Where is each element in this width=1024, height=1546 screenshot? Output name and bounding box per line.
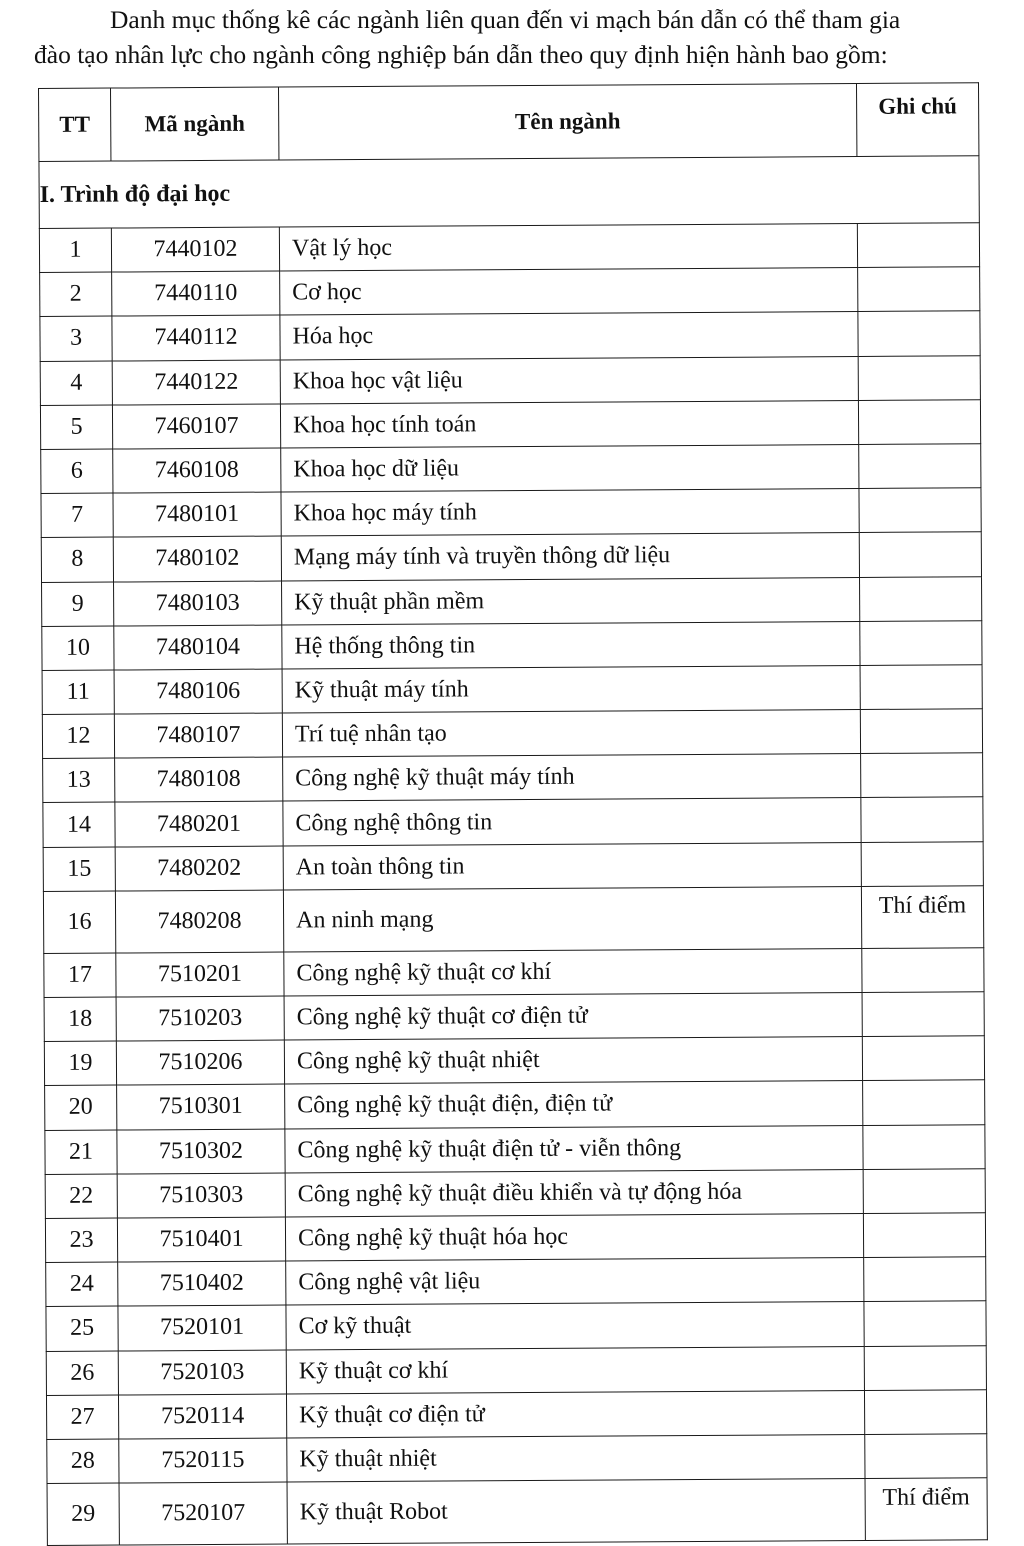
row-number: 10 — [42, 626, 114, 671]
note-cell — [862, 948, 984, 993]
row-number: 15 — [43, 847, 115, 892]
table-row — [46, 1301, 986, 1351]
intro-line-1: Danh mục thống kê các ngành liên quan đến vi mạch bán dẫn có thể tham gia — [110, 5, 901, 34]
major-code: 7520114 — [118, 1394, 286, 1439]
major-code: 7480104 — [114, 625, 282, 670]
major-code: 7510303 — [117, 1173, 285, 1218]
table-row — [46, 1345, 986, 1395]
table-row — [46, 1257, 986, 1307]
note-cell — [862, 1036, 984, 1081]
section-title: I. Trình độ đại học — [39, 156, 979, 229]
major-name: Kỹ thuật phần mềm — [282, 577, 860, 625]
major-code: 7520103 — [118, 1350, 286, 1395]
major-name: Vật lý học — [279, 223, 857, 271]
table-row — [44, 948, 984, 998]
table-row — [45, 1080, 985, 1130]
major-code: 7510301 — [117, 1084, 285, 1129]
table-row — [44, 1036, 984, 1086]
row-number: 4 — [40, 361, 112, 406]
note-cell: Thí điểm — [865, 1478, 987, 1541]
table-row — [45, 1168, 985, 1218]
row-number: 23 — [45, 1218, 117, 1263]
row-number: 6 — [41, 449, 113, 494]
header-tt: TT — [39, 88, 111, 161]
table-row — [44, 992, 984, 1042]
row-number: 1 — [39, 228, 111, 273]
major-name: Cơ kỹ thuật — [286, 1302, 864, 1350]
table-row — [45, 1213, 985, 1263]
note-cell — [859, 444, 981, 489]
table-row — [40, 399, 980, 449]
note-cell — [859, 532, 981, 577]
major-name: Khoa học dữ liệu — [281, 444, 859, 492]
major-code: 7480106 — [114, 669, 282, 714]
header-name: Tên ngành — [278, 84, 856, 161]
major-name: Cơ học — [280, 268, 858, 316]
row-number: 8 — [41, 537, 113, 582]
major-code: 7460107 — [112, 404, 280, 449]
note-cell: Thí điểm — [861, 886, 983, 949]
major-code: 7510302 — [117, 1129, 285, 1174]
major-name: Công nghệ kỹ thuật điều khiển và tự động hóa — [285, 1169, 863, 1217]
table-row — [41, 444, 981, 494]
major-name: Kỹ thuật Robot — [287, 1479, 865, 1545]
major-code: 7520107 — [119, 1482, 287, 1545]
table-row — [40, 355, 980, 405]
major-name: Kỹ thuật máy tính — [282, 665, 860, 713]
table-row — [42, 709, 982, 759]
row-number: 9 — [42, 582, 114, 627]
row-number: 11 — [42, 670, 114, 715]
note-cell — [864, 1257, 986, 1302]
major-name: Khoa học tính toán — [280, 400, 858, 448]
note-cell — [864, 1389, 986, 1434]
row-number: 20 — [45, 1085, 117, 1130]
table-row — [43, 753, 983, 803]
major-code: 7510401 — [117, 1217, 285, 1262]
table-row — [39, 223, 979, 273]
table-row — [42, 665, 982, 715]
table-row — [46, 1389, 986, 1439]
table-row — [43, 797, 983, 847]
row-number: 14 — [43, 802, 115, 847]
section-row — [39, 156, 979, 229]
note-cell — [860, 665, 982, 710]
note-cell — [863, 1213, 985, 1258]
major-code: 7480208 — [115, 890, 283, 953]
table-row — [42, 620, 982, 670]
row-number: 29 — [47, 1483, 119, 1545]
table-row — [40, 267, 980, 317]
note-cell — [863, 1168, 985, 1213]
row-number: 13 — [43, 758, 115, 803]
major-code: 7510206 — [116, 1040, 284, 1085]
major-code: 7480108 — [115, 757, 283, 802]
header-note: Ghi chú — [856, 83, 978, 157]
major-name: Trí tuệ nhân tạo — [282, 710, 860, 758]
major-name: Công nghệ kỹ thuật điện tử - viễn thông — [285, 1125, 863, 1173]
intro-paragraph — [34, 2, 984, 72]
table-row — [47, 1434, 987, 1484]
row-number: 22 — [45, 1174, 117, 1219]
table-row — [47, 1478, 987, 1546]
major-name: Công nghệ vật liệu — [286, 1258, 864, 1306]
row-number: 5 — [40, 405, 112, 450]
major-name: Công nghệ kỹ thuật hóa học — [285, 1213, 863, 1261]
note-cell — [861, 797, 983, 842]
major-code: 7520101 — [118, 1305, 286, 1350]
row-number: 16 — [43, 891, 115, 953]
row-number: 18 — [44, 997, 116, 1042]
note-cell — [858, 311, 980, 356]
note-cell — [858, 267, 980, 312]
major-code: 7480101 — [113, 492, 281, 537]
table-row — [41, 532, 981, 582]
major-code: 7440122 — [112, 360, 280, 405]
header-code: Mã ngành — [111, 87, 279, 161]
note-cell — [858, 355, 980, 400]
major-code: 7520115 — [119, 1438, 287, 1483]
table-row — [41, 488, 981, 538]
note-cell — [857, 223, 979, 268]
major-code: 7480103 — [114, 581, 282, 626]
major-code: 7440102 — [111, 227, 279, 272]
major-name: Công nghệ kỹ thuật cơ điện tử — [284, 992, 862, 1040]
major-name: Kỹ thuật nhiệt — [287, 1434, 865, 1482]
row-number: 27 — [46, 1395, 118, 1440]
header-row — [39, 83, 979, 162]
major-name: Khoa học máy tính — [281, 489, 859, 537]
major-name: Hóa học — [280, 312, 858, 360]
note-cell — [865, 1434, 987, 1479]
row-number: 3 — [40, 316, 112, 361]
row-number: 26 — [46, 1351, 118, 1396]
major-code: 7480202 — [115, 846, 283, 891]
major-name: Hệ thống thông tin — [282, 621, 860, 669]
note-cell — [863, 1124, 985, 1169]
table-row — [40, 311, 980, 361]
majors-table — [38, 82, 988, 1546]
major-name: An ninh mạng — [283, 886, 861, 952]
major-code: 7440112 — [112, 315, 280, 360]
note-cell — [859, 488, 981, 533]
major-name: Công nghệ kỹ thuật điện, điện tử — [285, 1081, 863, 1129]
major-name: An toàn thông tin — [283, 842, 861, 890]
note-cell — [860, 576, 982, 621]
table-row — [42, 576, 982, 626]
major-name: Công nghệ kỹ thuật nhiệt — [284, 1037, 862, 1085]
major-name: Công nghệ kỹ thuật máy tính — [283, 754, 861, 802]
major-name: Kỹ thuật cơ khí — [286, 1346, 864, 1394]
major-code: 7510201 — [116, 952, 284, 997]
major-code: 7510203 — [116, 996, 284, 1041]
intro-line-2: đào tạo nhân lực cho ngành công nghiệp bán dẫn theo quy định hiện hành bao gồm: — [34, 40, 888, 69]
note-cell — [864, 1345, 986, 1390]
major-code: 7440110 — [112, 271, 280, 316]
major-name: Mạng máy tính và truyền thông dữ liệu — [281, 533, 859, 581]
table-row — [43, 841, 983, 891]
note-cell — [862, 992, 984, 1037]
row-number: 21 — [45, 1130, 117, 1175]
table-row — [43, 886, 983, 954]
row-number: 24 — [46, 1262, 118, 1307]
note-cell — [861, 841, 983, 886]
major-code: 7510402 — [118, 1261, 286, 1306]
row-number: 28 — [47, 1439, 119, 1484]
note-cell — [861, 753, 983, 798]
row-number: 25 — [46, 1306, 118, 1351]
row-number: 19 — [44, 1041, 116, 1086]
major-name: Khoa học vật liệu — [280, 356, 858, 404]
major-code: 7480107 — [114, 713, 282, 758]
row-number: 2 — [40, 272, 112, 317]
major-name: Công nghệ kỹ thuật cơ khí — [284, 948, 862, 996]
major-code: 7480102 — [113, 536, 281, 581]
row-number: 7 — [41, 493, 113, 538]
major-code: 7480201 — [115, 801, 283, 846]
note-cell — [858, 399, 980, 444]
major-name: Công nghệ thông tin — [283, 798, 861, 846]
row-number: 12 — [42, 714, 114, 759]
note-cell — [864, 1301, 986, 1346]
row-number: 17 — [44, 953, 116, 998]
major-name: Kỹ thuật cơ điện tử — [286, 1390, 864, 1438]
table-row — [45, 1124, 985, 1174]
note-cell — [863, 1080, 985, 1125]
note-cell — [860, 620, 982, 665]
note-cell — [860, 709, 982, 754]
major-code: 7460108 — [113, 448, 281, 493]
